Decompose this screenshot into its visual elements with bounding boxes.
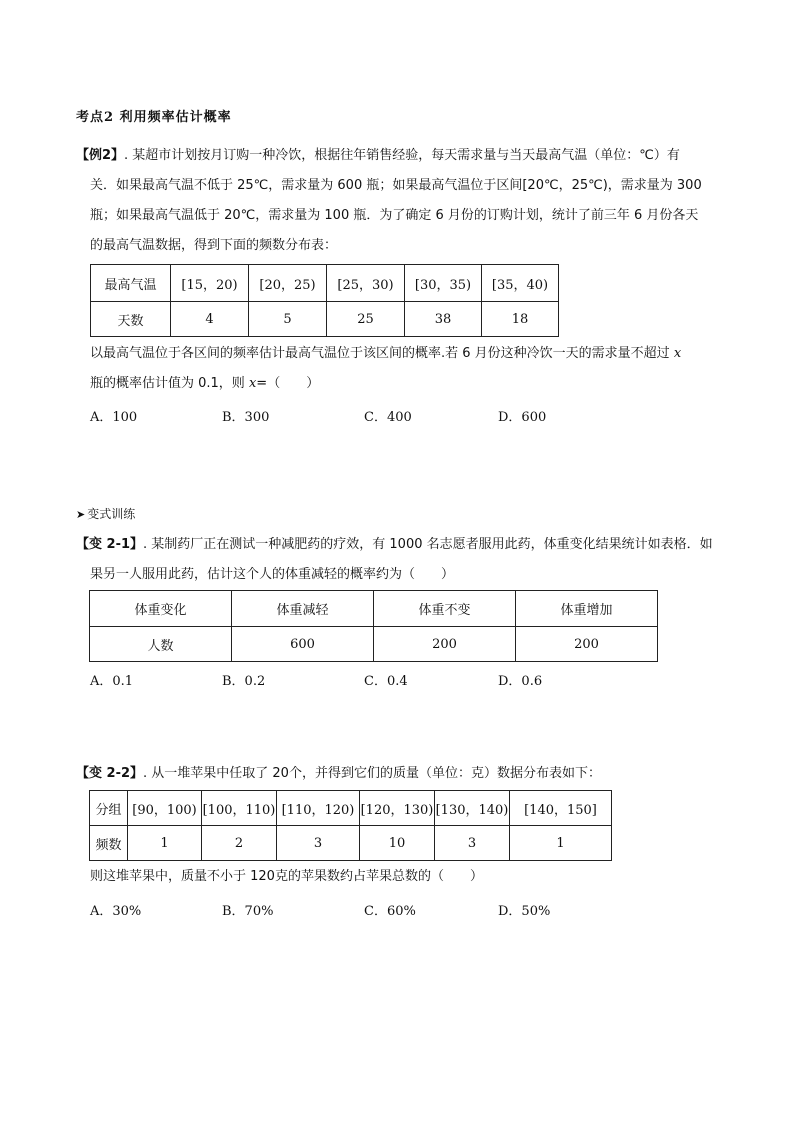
variant2-line-1	[76, 764, 601, 784]
table-header-row	[91, 265, 559, 302]
table-header-row	[90, 591, 658, 627]
temperature-frequency-table	[90, 264, 559, 337]
variant1-text-1: . 某制药厂正在测试一种减肥药的疗效，有 1000 名志愿者服用此药，体重变化结果统计如表格．如	[143, 537, 713, 552]
option-a: A．0.1	[90, 674, 134, 689]
example2-after-line-1	[90, 344, 681, 364]
example2-line-2: 关．如果最高气温不低于 25℃，需求量为 600 瓶；如果最高气温位于区间[20℃，25℃)，需求量为 300	[90, 178, 702, 193]
table-cell: 3	[277, 826, 360, 861]
example2-after-text-2: 瓶的概率估计值为 0.1，则	[90, 376, 249, 391]
table-cell: 人数	[90, 627, 232, 662]
table-cell: [130，140)	[435, 791, 510, 826]
table-cell: 1	[128, 826, 202, 861]
table-row	[90, 826, 612, 861]
table-cell: 1	[510, 826, 612, 861]
apple-mass-table	[89, 790, 612, 861]
table-cell: [110，120)	[277, 791, 360, 826]
table-cell: 频数	[90, 826, 128, 861]
table-cell: [20，25)	[249, 265, 327, 302]
option-a: A．30%	[90, 904, 142, 919]
option-d: D．50%	[498, 904, 551, 919]
table-cell: 25	[327, 302, 405, 337]
table-cell: 200	[516, 627, 658, 662]
variant1-line-2: 果另一人服用此药，估计这个人的体重减轻的概率约为（ ）	[90, 567, 455, 582]
variant1-line-1	[76, 535, 713, 555]
variant2-tag: 【变 2-2】	[76, 766, 144, 781]
table-cell: [140，150]	[510, 791, 612, 826]
option-c: C．0.4	[364, 674, 408, 689]
table-cell: 体重不变	[374, 591, 516, 627]
table-header-row	[90, 791, 612, 826]
table-cell: 分组	[90, 791, 128, 826]
example2-line-4: 的最高气温数据，得到下面的频数分布表：	[90, 238, 338, 253]
example2-after-text-1: 以最高气温位于各区间的频率估计最高气温位于该区间的概率.若 6 月份这种冷饮一天的需求量不超过	[90, 346, 670, 361]
option-d: D．0.6	[498, 674, 543, 689]
table-cell: 最高气温	[91, 265, 171, 302]
section-heading: 考点2 利用频率估计概率	[76, 110, 232, 125]
table-cell: 2	[202, 826, 277, 861]
example2-text-1: . 某超市计划按月订购一种冷饮，根据往年销售经验，每天需求量与当天最高气温（单位：℃）有	[124, 148, 680, 163]
weight-change-table	[89, 590, 658, 662]
variant2-question: 则这堆苹果中，质量不小于 120克的苹果数约占苹果总数的（ ）	[90, 869, 483, 884]
table-row	[91, 302, 559, 337]
table-cell: 10	[360, 826, 435, 861]
variant-heading	[76, 505, 135, 522]
table-cell: 38	[405, 302, 482, 337]
table-cell: 600	[232, 627, 374, 662]
example2-tag: 【例2】	[76, 148, 125, 163]
table-cell: 天数	[91, 302, 171, 337]
table-cell: [35，40)	[482, 265, 559, 302]
option-b: B．70%	[222, 904, 274, 919]
option-c: C．400	[364, 410, 412, 425]
example2-line-3: 瓶；如果最高气温低于 20℃，需求量为 100 瓶．为了确定 6 月份的订购计划，统计了前三年 6 月份各天	[90, 208, 699, 223]
variant-heading-text: 变式训练	[87, 507, 136, 521]
example2-after-text-3: =（ ）	[256, 376, 320, 391]
table-cell: 5	[249, 302, 327, 337]
option-c: C．60%	[364, 904, 416, 919]
table-cell: 体重增加	[516, 591, 658, 627]
table-cell: [15，20)	[171, 265, 249, 302]
table-row	[90, 627, 658, 662]
table-cell: [25，30)	[327, 265, 405, 302]
table-cell: [100，110)	[202, 791, 277, 826]
table-cell: 体重变化	[90, 591, 232, 627]
arrow-bullet-icon: ➤	[76, 508, 86, 521]
table-cell: 体重减轻	[232, 591, 374, 627]
table-cell: 3	[435, 826, 510, 861]
variable-x: x	[673, 346, 682, 361]
example2-line-1	[76, 146, 680, 166]
variable-x: x	[248, 376, 257, 391]
option-a: A．100	[90, 410, 138, 425]
option-b: B．0.2	[222, 674, 266, 689]
table-cell: 200	[374, 627, 516, 662]
option-d: D．600	[498, 410, 547, 425]
option-b: B．300	[222, 410, 270, 425]
table-cell: 18	[482, 302, 559, 337]
table-cell: 4	[171, 302, 249, 337]
variant2-text-1: . 从一堆苹果中任取了 20个，并得到它们的质量（单位：克）数据分布表如下：	[143, 766, 601, 781]
table-cell: [120，130)	[360, 791, 435, 826]
example2-after-line-2	[90, 374, 319, 394]
table-cell: [90，100)	[128, 791, 202, 826]
table-cell: [30，35)	[405, 265, 482, 302]
variant1-tag: 【变 2-1】	[76, 537, 144, 552]
